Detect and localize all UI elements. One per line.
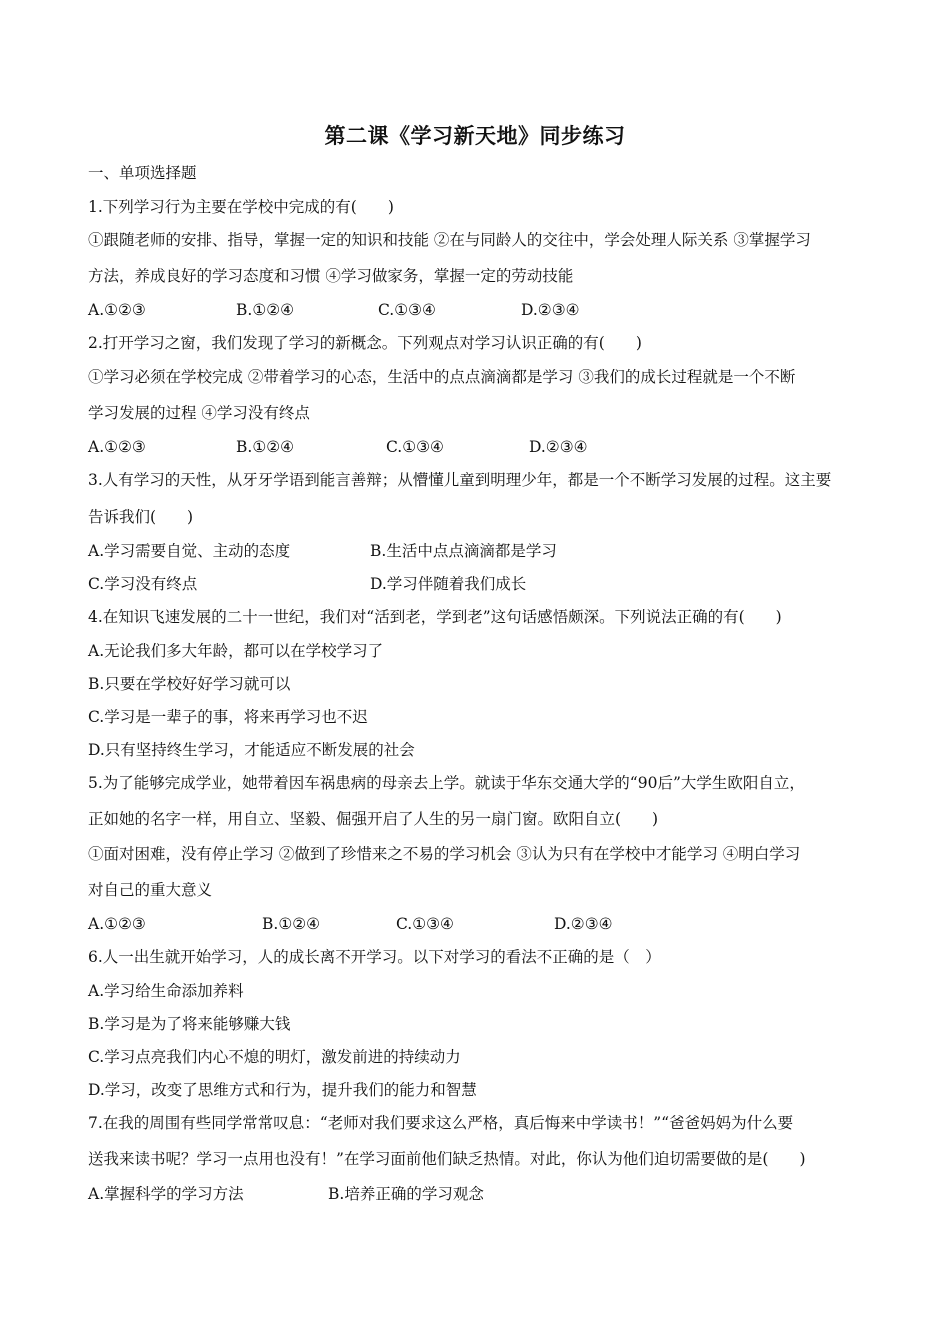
q7-option-b: B.培养正确的学习观念 xyxy=(328,1185,484,1203)
q1-statements-line1: ①跟随老师的安排、指导，掌握一定的知识和技能 ②在与同龄人的交往中，学会处理人际关系 ③掌握学习 xyxy=(88,231,811,249)
q3-option-a: A.学习需要自觉、主动的态度 xyxy=(88,542,291,560)
q3-option-c: C.学习没有终点 xyxy=(88,575,198,593)
q6-option-b: B.学习是为了将来能够赚大钱 xyxy=(88,1015,291,1033)
q4-option-d: D.只有坚持终生学习，才能适应不断发展的社会 xyxy=(88,741,415,759)
q5-statements-line2: 对自己的重大意义 xyxy=(88,881,213,899)
q3-option-d: D.学习伴随着我们成长 xyxy=(370,575,527,593)
q6-option-a: A.学习给生命添加养料 xyxy=(88,982,244,1000)
q3-stem-line1: 3.人有学习的天性，从牙牙学语到能言善辩；从懵懂儿童到明理少年，都是一个不断学习发展的过程。这主要 xyxy=(88,471,832,489)
section-heading: 一、单项选择题 xyxy=(88,164,197,182)
q5-stem-line2: 正如她的名字一样，用自立、坚毅、倔强开启了人生的另一扇门窗。欧阳自立( ) xyxy=(88,810,659,828)
q5-stem-line1: 5.为了能够完成学业，她带着因车祸患病的母亲去上学。就读于华东交通大学的“90后”大学生欧阳自立， xyxy=(88,774,805,792)
q2-option-c: C.①③④ xyxy=(386,438,444,456)
q4-option-b: B.只要在学校好好学习就可以 xyxy=(88,675,291,693)
q2-option-a: A.①②③ xyxy=(88,438,146,456)
q1-option-d: D.②③④ xyxy=(521,301,580,319)
q4-option-a: A.无论我们多大年龄，都可以在学校学习了 xyxy=(88,642,384,660)
q1-option-c: C.①③④ xyxy=(378,301,436,319)
q7-stem-line1: 7.在我的周围有些同学常常叹息：“老师对我们要求这么严格，真后悔来中学读书！”“爸爸妈妈为什么要 xyxy=(88,1114,794,1132)
q1-option-a: A.①②③ xyxy=(88,301,146,319)
q5-option-a: A.①②③ xyxy=(88,915,146,933)
q2-option-d: D.②③④ xyxy=(529,438,588,456)
page-title: 第二课《学习新天地》同步练习 xyxy=(324,123,626,148)
q4-option-c: C.学习是一辈子的事，将来再学习也不迟 xyxy=(88,708,368,726)
q1-option-b: B.①②④ xyxy=(236,301,295,319)
q2-statements-line1: ①学习必须在学校完成 ②带着学习的心态，生活中的点点滴滴都是学习 ③我们的成长过程就是一个不断 xyxy=(88,368,796,386)
q2-stem: 2.打开学习之窗，我们发现了学习的新概念。下列观点对学习认识正确的有( ) xyxy=(88,334,642,352)
q6-stem: 6.人一出生就开始学习，人的成长离不开学习。以下对学习的看法不正确的是（ ） xyxy=(88,948,661,966)
q2-statements-line2: 学习发展的过程 ④学习没有终点 xyxy=(88,404,310,422)
q5-statements-line1: ①面对困难，没有停止学习 ②做到了珍惜来之不易的学习机会 ③认为只有在学校中才能学习 ④明白学习 xyxy=(88,845,801,863)
q7-stem-line2: 送我来读书呢？学习一点用也没有！”在学习面前他们缺乏热情。对此，你认为他们迫切需要做的是( ) xyxy=(88,1150,806,1168)
q2-option-b: B.①②④ xyxy=(236,438,295,456)
q5-option-c: C.①③④ xyxy=(396,915,454,933)
q5-option-b: B.①②④ xyxy=(262,915,321,933)
q1-stem: 1.下列学习行为主要在学校中完成的有( ) xyxy=(88,198,394,216)
q3-stem-line2: 告诉我们( ) xyxy=(88,508,194,526)
q6-option-c: C.学习点亮我们内心不熄的明灯，激发前进的持续动力 xyxy=(88,1048,461,1066)
q5-option-d: D.②③④ xyxy=(554,915,613,933)
q6-option-d: D.学习，改变了思维方式和行为，提升我们的能力和智慧 xyxy=(88,1081,477,1099)
q3-option-b: B.生活中点点滴滴都是学习 xyxy=(370,542,557,560)
q1-statements-line2: 方法，养成良好的学习态度和习惯 ④学习做家务，掌握一定的劳动技能 xyxy=(88,267,574,285)
q7-option-a: A.掌握科学的学习方法 xyxy=(88,1185,244,1203)
q4-stem: 4.在知识飞速发展的二十一世纪，我们对“活到老，学到老”这句话感悟颇深。下列说法正确的有( ) xyxy=(88,608,782,626)
